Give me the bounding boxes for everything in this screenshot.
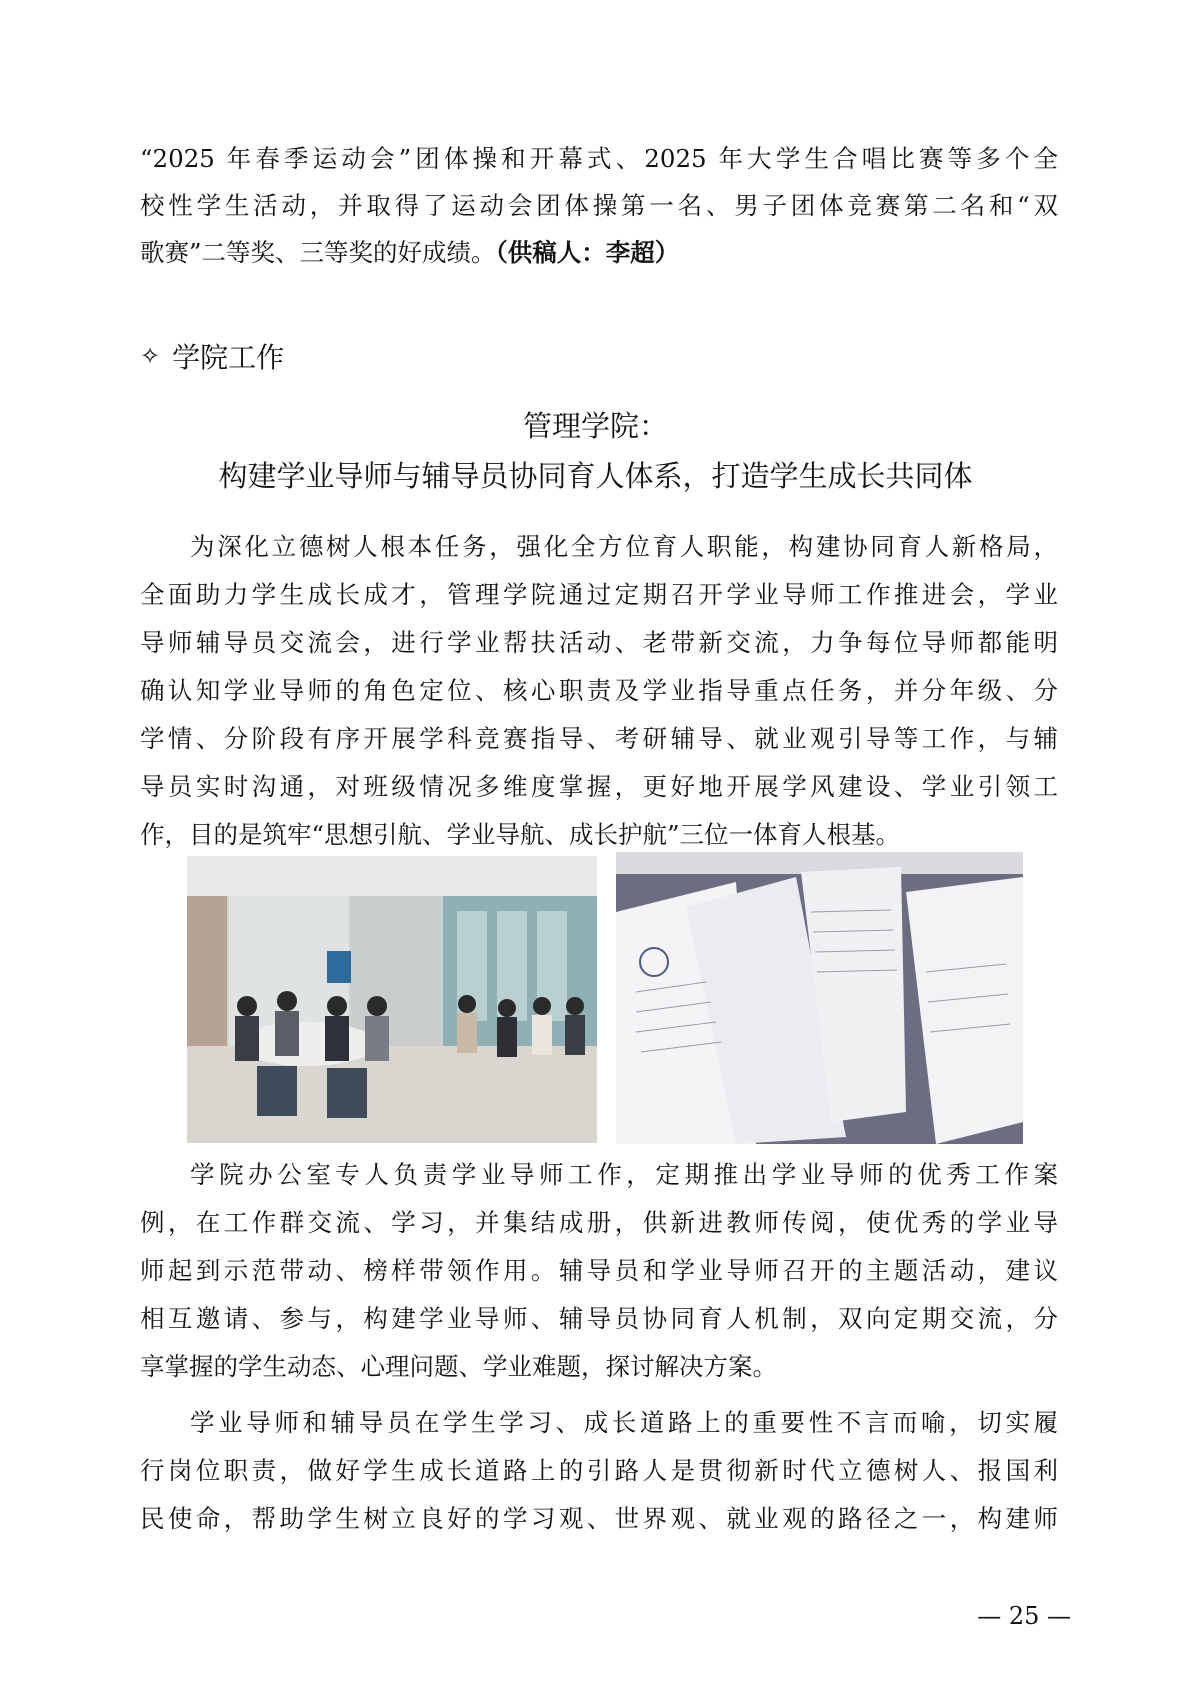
para3-line-2: 行岗位职责，做好学生成长道路上的引路人是贯彻新时代立德树人、报国利 [140, 1456, 1058, 1485]
para1-line-4: 确认知学业导师的角色定位、核心职责及学业指导重点任务，并分年级、分 [140, 676, 1058, 705]
top-para-line-1: “2025 年春季运动会”团体操和开幕式、2025 年大学生合唱比赛等多个全 [140, 144, 1058, 173]
contributor-credit: （供稿人：李超） [495, 238, 680, 267]
section-heading [140, 336, 284, 376]
article-title-line-2: 构建学业导师与辅导员协同育人体系，打造学生成长共同体 [218, 459, 973, 493]
para3-line-1: 学业导师和辅导员在学生学习、成长道路上的重要性不言而喻，切实履 [190, 1408, 1058, 1437]
para2-line-5: 享掌握的学生动态、心理问题、学业难题，探讨解决方案。 [140, 1352, 777, 1381]
para2-line-3: 师起到示范带动、榜样带领作用。辅导员和学业导师召开的主题活动，建议 [140, 1256, 1058, 1285]
documents-photo [616, 852, 1023, 1144]
page-number: — 25 — [977, 1602, 1071, 1630]
para2-line-1: 学院办公室专人负责学业导师工作，定期推出学业导师的优秀工作案 [190, 1160, 1058, 1189]
top-para-line-2: 校性学生活动，并取得了运动会团体操第一名、男子团体竞赛第二名和“双 [140, 191, 1058, 220]
para1-line-7: 作，目的是筑牢“思想引航、学业导航、成长护航”三位一体育人根基。 [140, 820, 901, 849]
para2-line-4: 相互邀请、参与，构建学业导师、辅导员协同育人机制，双向定期交流，分 [140, 1304, 1058, 1333]
para1-line-1: 为深化立德树人根本任务，强化全方位育人职能，构建协同育人新格局， [190, 532, 1058, 561]
para1-line-3: 导师辅导员交流会，进行学业帮扶活动、老带新交流，力争每位导师都能明 [140, 628, 1058, 657]
article-title-line-1: 管理学院： [522, 409, 668, 443]
para2-line-2: 例，在工作群交流、学习，并集结成册，供新进教师传阅，使优秀的学业导 [140, 1208, 1058, 1237]
diamond-outline-icon: ✧ [140, 342, 161, 370]
section-heading-text: 学院工作 [172, 341, 285, 374]
meeting-room-photo [187, 856, 597, 1143]
para3-line-3: 民使命，帮助学生树立良好的学习观、世界观、就业观的路径之一，构建师 [140, 1504, 1058, 1533]
para1-line-6: 导员实时沟通，对班级情况多维度掌握，更好地开展学风建设、学业引领工 [140, 772, 1058, 801]
top-para-line-3 [140, 234, 1058, 269]
para1-line-5: 学情、分阶段有序开展学科竞赛指导、考研辅导、就业观引导等工作，与辅 [140, 724, 1058, 753]
top-para-line-3-text: 歌赛”二等奖、三等奖的好成绩。 [140, 238, 496, 267]
para1-line-2: 全面助力学生成长成才，管理学院通过定期召开学业导师工作推进会，学业 [140, 580, 1058, 609]
